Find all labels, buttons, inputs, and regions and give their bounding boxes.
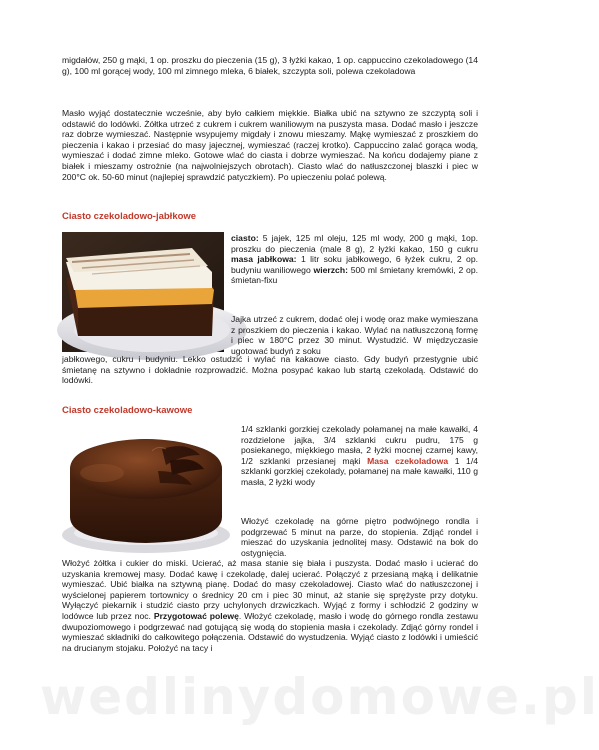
recipe2-method: Włożyć czekoladę na górne piętro podwójnego rondla i podgrzewać 5 minut na parze, do stopienia. Zdjąć rondel i mieszać do uzyskania jednolitej masy. Odstawić na bok do ostygnięcia. (241, 516, 478, 558)
recipe2-method-c: . Włożyć czekoladę, masło i wodę do górnego rondla zestawu dwupoziomowego i podgrzewać nad gotującą się wodą do stopienia masła i czekolady. Zdjąć górny rondel i wymieszać składniki do całkowitego połączenia. Odstawić do wystudzenia. Wyjąć ciasto z lodówki i umieścić na drucianym stojaku. Położyć na tacy i (62, 610, 478, 653)
recipe1-masa-label: masa jabłkowa: (231, 254, 297, 265)
recipe2-cake-photo (62, 421, 232, 556)
recipe1-ingredients-c: 500 ml śmietany kremówki, 2 op. śmietan-fixu (231, 264, 478, 286)
recipe1-ingredients (231, 233, 478, 286)
recipe1-wierzch-label: wierzch: (313, 264, 348, 275)
recipe1-title: Ciasto czekoladowo-jabłkowe (62, 211, 197, 222)
recipe2-ingredients-b: 1 1/4 szklanki gorzkiej czekolady, połamanej na małe kawałki, 110 g masła, 2 łyżki wody (241, 455, 478, 487)
intro-ingredients: migdałów, 250 g mąki, 1 op. proszku do pieczenia (15 g), 3 łyżki kakao, 1 op. cappuccino czekoladowego (14 g), 100 ml gorącej wody, 100 ml zimnego mleka, 6 białek, szczypta soli, polewa czekoladowa (62, 55, 478, 76)
watermark: wedlinydomowe.pl (40, 668, 599, 726)
recipe1-method: Jajka utrzeć z cukrem, dodać olej i wodę oraz make wymieszana z proszkiem do pieczenia i kakao. Wylać na natłuszczoną formę i piec w 180°C przez 30 minut. Wystudzić. W międzyczasie ugotować budyń z soku (231, 314, 478, 356)
recipe1-cake-photo (62, 232, 224, 352)
recipe2-method-continued (62, 558, 478, 653)
recipe1-ingredients-a: 5 jajek, 125 ml oleju, 125 ml wody, 200 g mąki, 1op. proszku do pieczenia (male 8 g), 2 łyżki kakao, 150 g cukru (231, 233, 478, 254)
recipe2-ingredients-a: 1/4 szklanki gorzkiej czekolady połamanej na małe kawałki, 4 rozdzielone jajka, 3/4 szklanki cukru pudru, 175 g posiekanego, miękkiego masła, 2 łyżki mocnej czarnej kawy, 1/2 szklanki przesianej mąki (241, 424, 478, 466)
recipe2-ingredients (241, 424, 478, 488)
recipe2-prep-label: Przygotować polewę (153, 610, 239, 621)
recipe2-title: Ciasto czekoladowo-kawowe (62, 405, 193, 416)
recipe1-method-continued: jabłkowego, cukru i budyniu. Lekko ostudzić i wylać na kakaowe ciasto. Gdy budyń przestygnie ubić śmietanę na sztywno i dokładnie rozprowadzić. Można posypać kakao lub startą czekoladą. Odstawić do lodówki. (62, 354, 478, 386)
recipe1-ciasto-label: ciasto: (231, 233, 259, 243)
intro-method: Masło wyjąć dostatecznie wcześnie, aby było całkiem miękkie. Białka ubić na sztywno ze szczyptą soli i odstawić do lodówki. Żółtka utrzeć z cukrem i cukrem waniliowym na puszysta masa. Dodać masło i jeszcze raz dobrze wymieszać. Następnie wsypujemy migdały i znowu mieszamy. Mąkę wymieszać z proszkiem do pieczenia i kakao i przesiać do masy jajecznej, wymieszać (raczej krotko). Cappuccino zalać gorąca wodą, wymieszać i dodać zimne mleko. Gotowe wlać do ciasta i dobrze wymieszać. Na końcu dodajemy piane z białek i mieszamy ostrożnie (na najwolniejszych obrotach). Ciasto wlać do natłuszczonej blaszki i piec w 200°C ok. 50-60 minut (najlepiej sprawdzić patyczkiem). Po upieczeniu polać polewą. (62, 108, 478, 182)
recipe1-ingredients-b: 1 litr soku jabłkowego, 6 łyżek cukru, 2 op. budyniu waniliowego (231, 254, 478, 275)
recipe2-masa-label: Masa czekoladowa (367, 455, 449, 466)
recipe2-method-b: Włożyć żółtka i cukier do miski. Ucierać, aż masa stanie się biała i puszysta. Dodać masło i ucierać do uzyskania kremowej masy. Dodać kawę i czekoladę, dalej ucierać. Połączyć z przesianą mąką i delikatnie wymieszać. Ubić białka na sztywną pianę. Dodać do masy czekoladowej. Ciasto wlać do natłuszczonej i wyścielonej papierem tortownicy o średnicy 20 cm i piec 30 minut, aż stanie się sprężyste przy dotyku. Wyłączyć piekarnik i studzić ciasto przy uchylonych drzwiczkach. Wyjąć z formy i schłodzić 2 godziny w lodówce lub przez noc. (62, 558, 478, 621)
